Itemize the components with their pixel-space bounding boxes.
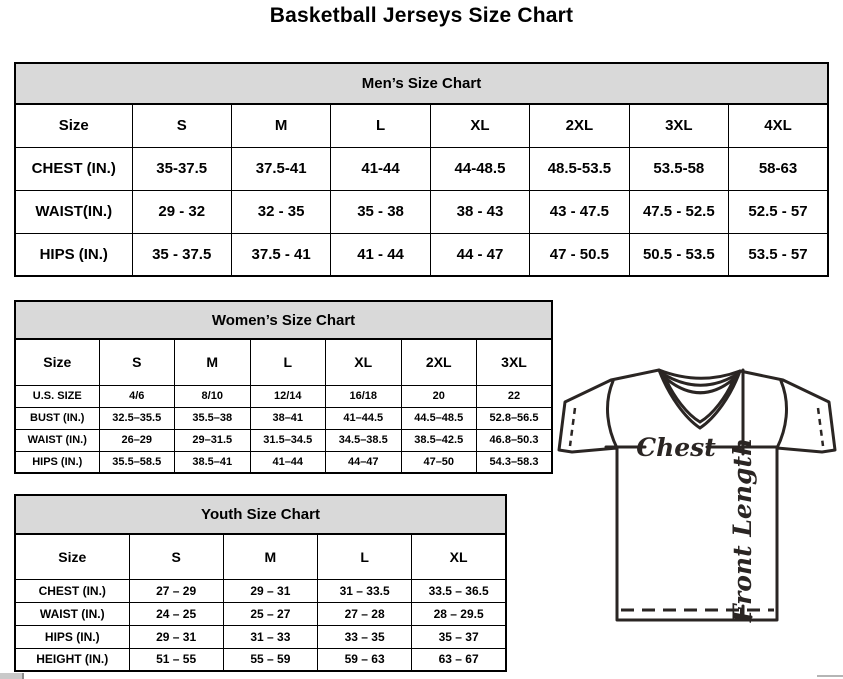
table-row <box>15 385 552 407</box>
table-cell: 46.8–50.3 <box>477 429 553 451</box>
table-cell: 59 – 63 <box>318 648 412 671</box>
table-cell: 51 – 55 <box>129 648 223 671</box>
table-cell: 31 – 33 <box>223 625 317 648</box>
table-cell: 47.5 - 52.5 <box>629 190 728 233</box>
table-row <box>15 648 506 671</box>
column-header: M <box>175 339 251 385</box>
table-cell: 28 – 29.5 <box>412 602 506 625</box>
table-cell: 35 - 38 <box>331 190 430 233</box>
column-header: M <box>223 534 317 579</box>
column-header: XL <box>326 339 402 385</box>
table-cell: 33.5 – 36.5 <box>412 579 506 602</box>
cutoff-fragment-right <box>817 675 843 677</box>
table-cell: 38.5–41 <box>175 451 251 473</box>
table-cell: 27 – 28 <box>318 602 412 625</box>
column-header: L <box>250 339 326 385</box>
column-header: XL <box>430 104 529 147</box>
table-cell: 35 - 37.5 <box>132 233 231 276</box>
column-header: L <box>318 534 412 579</box>
row-label: HEIGHT (IN.) <box>15 648 129 671</box>
row-label: CHEST (IN.) <box>15 147 132 190</box>
table-cell: 31 – 33.5 <box>318 579 412 602</box>
table-cell: 35.5–58.5 <box>99 451 175 473</box>
column-header: S <box>99 339 175 385</box>
table-title: Men’s Size Chart <box>15 63 828 104</box>
table-cell: 44.5–48.5 <box>401 407 477 429</box>
size-label-header: Size <box>15 339 99 385</box>
row-label: HIPS (IN.) <box>15 233 132 276</box>
table-cell: 44–47 <box>326 451 402 473</box>
row-label: HIPS (IN.) <box>15 451 99 473</box>
row-label: WAIST(IN.) <box>15 190 132 233</box>
column-header: S <box>129 534 223 579</box>
table-cell: 20 <box>401 385 477 407</box>
table-cell: 52.8–56.5 <box>477 407 553 429</box>
table-cell: 38 - 43 <box>430 190 529 233</box>
table-cell: 38–41 <box>250 407 326 429</box>
column-header: 4XL <box>729 104 828 147</box>
row-label: BUST (IN.) <box>15 407 99 429</box>
table-cell: 26–29 <box>99 429 175 451</box>
row-label: WAIST (IN.) <box>15 602 129 625</box>
table-cell: 35 – 37 <box>412 625 506 648</box>
row-label: CHEST (IN.) <box>15 579 129 602</box>
table-cell: 41–44.5 <box>326 407 402 429</box>
table-row <box>15 147 828 190</box>
jersey-measurement-diagram <box>553 360 840 628</box>
jersey-outline <box>559 370 835 620</box>
table-cell: 24 – 25 <box>129 602 223 625</box>
table-row <box>15 625 506 648</box>
table-cell: 12/14 <box>250 385 326 407</box>
table-cell: 41 - 44 <box>331 233 430 276</box>
page-title: Basketball Jerseys Size Chart <box>269 4 574 27</box>
table-row <box>15 233 828 276</box>
cutoff-fragment-left <box>0 673 24 679</box>
front-length-label: Front Length <box>728 437 757 623</box>
table-cell: 4/6 <box>99 385 175 407</box>
table-cell: 44-48.5 <box>430 147 529 190</box>
row-label: HIPS (IN.) <box>15 625 129 648</box>
table-cell: 38.5–42.5 <box>401 429 477 451</box>
table-cell: 22 <box>477 385 553 407</box>
column-header: S <box>132 104 231 147</box>
column-header: 3XL <box>477 339 553 385</box>
table-row <box>15 579 506 602</box>
table-row <box>15 602 506 625</box>
table-cell: 37.5 - 41 <box>231 233 330 276</box>
table-cell: 27 – 29 <box>129 579 223 602</box>
table-cell: 35-37.5 <box>132 147 231 190</box>
table-cell: 34.5–38.5 <box>326 429 402 451</box>
youth-size-chart-table <box>14 494 507 672</box>
table-cell: 29–31.5 <box>175 429 251 451</box>
column-header: M <box>231 104 330 147</box>
womens-size-chart-table <box>14 300 553 474</box>
table-cell: 33 – 35 <box>318 625 412 648</box>
table-cell: 35.5–38 <box>175 407 251 429</box>
table-cell: 47 - 50.5 <box>530 233 629 276</box>
table-cell: 43 - 47.5 <box>530 190 629 233</box>
table-cell: 29 - 32 <box>132 190 231 233</box>
table-cell: 58-63 <box>729 147 828 190</box>
row-label: U.S. SIZE <box>15 385 99 407</box>
column-header: 3XL <box>629 104 728 147</box>
column-header: XL <box>412 534 506 579</box>
table-cell: 50.5 - 53.5 <box>629 233 728 276</box>
table-cell: 55 – 59 <box>223 648 317 671</box>
table-cell: 63 – 67 <box>412 648 506 671</box>
size-label-header: Size <box>15 104 132 147</box>
table-cell: 53.5-58 <box>629 147 728 190</box>
table-row <box>15 429 552 451</box>
column-header: 2XL <box>530 104 629 147</box>
jersey-diagram-icon <box>553 360 840 628</box>
chest-label: Chest <box>636 433 716 462</box>
table-cell: 29 – 31 <box>129 625 223 648</box>
table-row <box>15 451 552 473</box>
table-cell: 31.5–34.5 <box>250 429 326 451</box>
column-header: 2XL <box>401 339 477 385</box>
column-header: L <box>331 104 430 147</box>
table-cell: 16/18 <box>326 385 402 407</box>
table-cell: 52.5 - 57 <box>729 190 828 233</box>
row-label: WAIST (IN.) <box>15 429 99 451</box>
table-cell: 48.5-53.5 <box>530 147 629 190</box>
table-title: Youth Size Chart <box>15 495 506 534</box>
table-cell: 41–44 <box>250 451 326 473</box>
table-cell: 32 - 35 <box>231 190 330 233</box>
table-row <box>15 190 828 233</box>
table-cell: 37.5-41 <box>231 147 330 190</box>
table-title: Women’s Size Chart <box>15 301 552 339</box>
table-cell: 41-44 <box>331 147 430 190</box>
table-cell: 25 – 27 <box>223 602 317 625</box>
mens-size-chart-table <box>14 62 829 277</box>
table-cell: 32.5–35.5 <box>99 407 175 429</box>
table-cell: 44 - 47 <box>430 233 529 276</box>
size-label-header: Size <box>15 534 129 579</box>
table-row <box>15 407 552 429</box>
table-cell: 8/10 <box>175 385 251 407</box>
table-cell: 53.5 - 57 <box>729 233 828 276</box>
table-cell: 54.3–58.3 <box>477 451 553 473</box>
table-cell: 29 – 31 <box>223 579 317 602</box>
table-cell: 47–50 <box>401 451 477 473</box>
